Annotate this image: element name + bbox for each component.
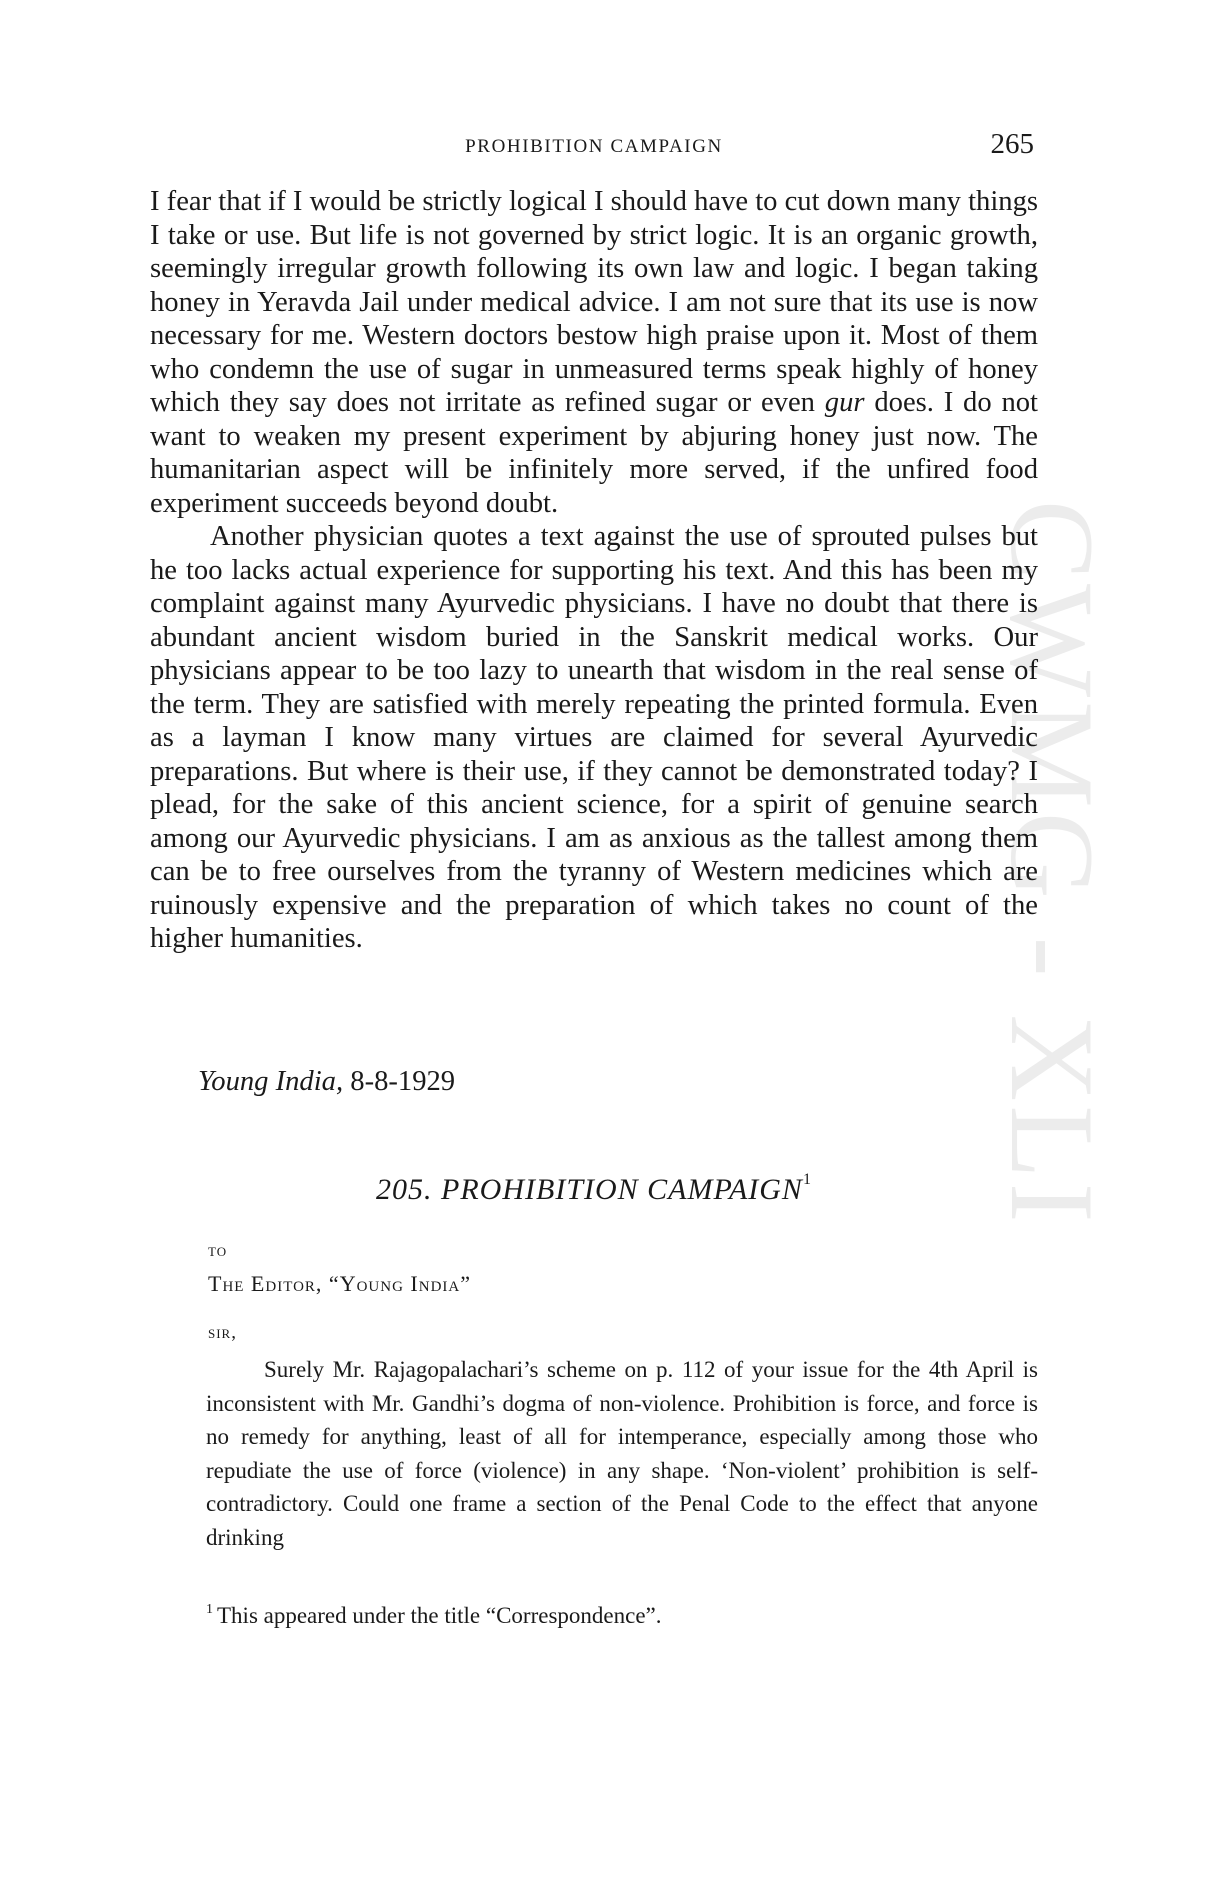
source-date: 8-8-1929 xyxy=(350,1066,456,1097)
footnote-number: 1 xyxy=(206,1602,213,1617)
addressee: The Editor, “Young India” xyxy=(208,1271,471,1296)
footnote xyxy=(206,1603,661,1629)
italic-term: gur xyxy=(824,387,865,418)
running-title: PROHIBITION CAMPAIGN xyxy=(465,136,723,157)
footnote-marker: 1 xyxy=(802,1171,812,1188)
paragraph-1 xyxy=(150,185,1038,520)
letter-paragraph: Surely Mr. Rajagopalachari’s scheme on p. 112 of your issue for the 4th April is inconsistent with Mr. Gandhi’s dogma of non-violence. Prohibition is force, and force is no remedy for anything, least of all for intemperance, especially among those who repudiate the use of force (violence) in any shape. ‘Non-violent’ prohibition is self-contradictory. Could one frame a section of the Penal Code to the effect that anyone drinking xyxy=(206,1357,1038,1550)
footnote-text: This appeared under the title “Correspondence”. xyxy=(217,1603,662,1628)
paragraph-1-text: I fear that if I would be strictly logical I should have to cut down many things I take or use. But life is not governed by strict logic. It is an organic growth, seemingly irregular growth following its own law and logic. I began taking honey in Yeravda Jail under medical advice. I am not sure that its use is now necessary for me. Western doctors bestow high praise upon it. Most of them who condemn the use of sugar in unmeasured terms speak highly of honey which they say does not irritate as refined sugar or even xyxy=(150,186,1038,418)
watermark-text: CWMG - XLI xyxy=(986,500,1119,1227)
article-heading-text: 205. PROHIBITION CAMPAIGN xyxy=(376,1173,803,1206)
page-number: 265 xyxy=(990,128,1034,160)
article-heading xyxy=(150,1173,1038,1207)
letter-text xyxy=(206,1353,1038,1554)
paragraph-1-end: does. I do not want to weaken my present experiment by abjuring honey just now. The humanitarian aspect will be infinitely more served, if the unfired food experiment succeeds beyond doubt. xyxy=(150,387,1038,519)
salutation: sir, xyxy=(208,1322,237,1343)
source-citation xyxy=(198,1066,455,1098)
source-publication: Young India, xyxy=(198,1066,344,1097)
to-label: to xyxy=(208,1240,228,1261)
paragraph-2: Another physician quotes a text against the use of sprouted pulses but he too lacks actual experience for supporting his text. And this has been my complaint against many Ayurvedic physicians. I have no doubt that there is abundant ancient wisdom buried in the Sanskrit medical works. Our physicians appear to be too lazy to unearth that wisdom in the real sense of the term. They are satisfied with merely repeating the printed formula. Even as a layman I know many virtues are claimed for several Ayurvedic preparations. But where is their use, if they cannot be demonstrated today? I plead, for the sake of this ancient science, for a spirit of genuine search among our Ayurvedic physicians. I am as anxious as the tallest among them can be to free ourselves from the tyranny of Western medicines which are ruinously expensive and the preparation of which takes no count of the higher humanities. xyxy=(150,521,1038,954)
running-head xyxy=(150,126,1038,166)
body-text xyxy=(150,185,1038,956)
